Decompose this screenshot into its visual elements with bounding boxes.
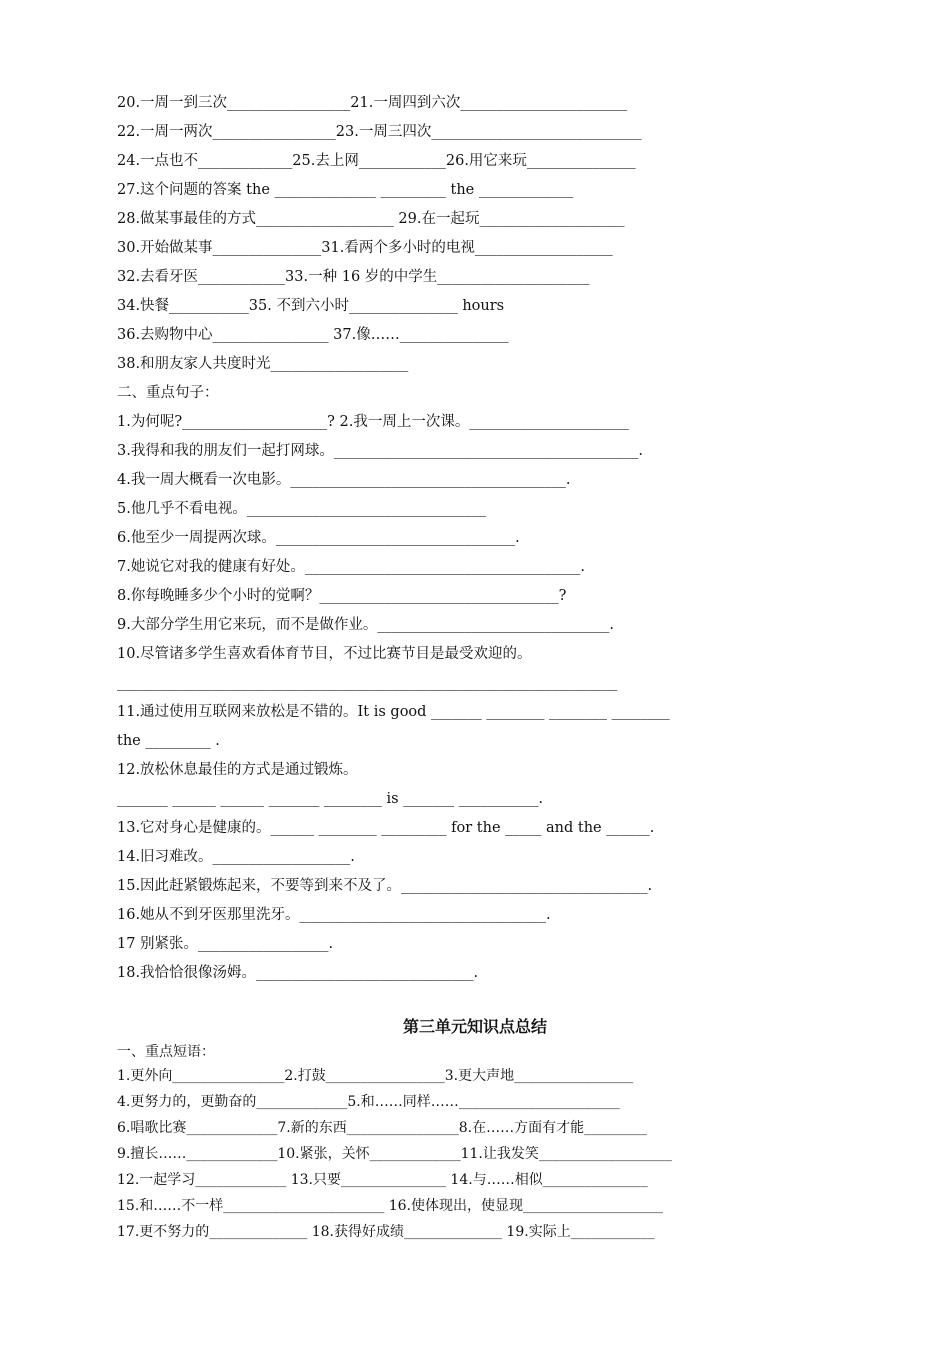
- phrase-line-22-23: 22.一周一两次_________________23.一周三四次_____________________________: [117, 124, 642, 140]
- phrase-line-27: 27.这个问题的答案 the ______________ _________ the _____________: [117, 182, 574, 198]
- sentence-line-3: 3.我得和我的朋友们一起打网球。__________________________________________.: [117, 443, 643, 459]
- sentence-line-18: 18.我恰恰很像汤姆。______________________________.: [117, 965, 479, 981]
- sentence-line-16: 16.她从不到牙医那里洗牙。__________________________________.: [117, 907, 551, 923]
- phrase-line-38: 38.和朋友家人共度时光___________________: [117, 356, 409, 372]
- phrase-line-30-31: 30.开始做某事_______________31.看两个多小时的电视___________________: [117, 240, 613, 256]
- sentence-line-10: 10.尽管诸多学生喜欢看体育节目，不过比赛节目是最受欢迎的。: [117, 646, 532, 662]
- sentence-line-15: 15.因此赶紧锻炼起来，不要等到来不及了。__________________________________.: [117, 878, 653, 894]
- unit3-phrase-line-4-5: 4.更努力的，更勤奋的_____________5.和……同样……_______________________: [117, 1094, 620, 1110]
- phrase-line-36-37: 36.去购物中心________________ 37.像……_______________: [117, 327, 509, 343]
- sentence-line-6: 6.他至少一周提两次球。_________________________________.: [117, 530, 520, 546]
- unit3-phrase-line-12-14: 12.一起学习_____________ 13.只要_______________ 14.与……相似_______________: [117, 1172, 648, 1188]
- sentence-line-12: 12.放松休息最佳的方式是通过锻炼。: [117, 762, 358, 778]
- phrase-line-24-26: 24.一点也不_____________25.去上网____________26.用它来玩_______________: [117, 153, 636, 169]
- unit3-title: 第三单元知识点总结: [402, 1017, 547, 1036]
- unit3-heading-phrases: 一、重点短语：: [117, 1044, 215, 1060]
- phrase-line-34-35: 34.快餐___________35. 不到六小时_______________ hours: [117, 298, 505, 314]
- phrase-line-28-29: 28.做某事最佳的方式___________________ 29.在一起玩____________________: [117, 211, 625, 227]
- sentence-line-11: 11.通过使用互联网来放松是不错的。It is good _______ ________ ________ ________: [117, 704, 670, 720]
- unit3-phrase-line-15-16: 15.和……不一样_______________________ 16.使体现出，使显现____________________: [117, 1198, 663, 1214]
- sentence-line-9: 9.大部分学生用它来玩，而不是做作业。________________________________.: [117, 617, 614, 633]
- phrase-line-20-21: 20.一周一到三次_________________21.一周四到六次_______________________: [117, 95, 628, 111]
- sentence-line-8: 8.你每晚睡多少个小时的觉啊？_________________________________?: [117, 588, 567, 604]
- sentence-line-4: 4.我一周大概看一次电影。______________________________________.: [117, 472, 571, 488]
- sentence-line-14: 14.旧习难改。___________________.: [117, 849, 355, 865]
- sentence-line-1-2: 1.为何呢?____________________? 2.我一周上一次课。______________________: [117, 414, 629, 430]
- sentence-line-5: 5.他几乎不看电视。_________________________________: [117, 501, 487, 517]
- sentence-line-11-cont: the _________ .: [117, 733, 220, 749]
- unit3-phrase-line-17-19: 17.更不努力的______________ 18.获得好成绩______________ 19.实际上____________: [117, 1224, 655, 1240]
- section-heading-sentences: 二、重点句子：: [117, 385, 219, 401]
- unit3-phrase-line-1-3: 1.更外向________________2.打鼓_________________3.更大声地_________________: [117, 1068, 634, 1084]
- phrase-line-32-33: 32.去看牙医____________33.一种 16 岁的中学生_____________________: [117, 269, 590, 285]
- sentence-line-10-blank: _____________________________________________________________________: [117, 675, 618, 691]
- unit3-phrase-line-9-11: 9.擅长……_____________10.紧张，关怀_____________11.让我发笑___________________: [117, 1146, 672, 1162]
- sentence-line-12-blank: _______ ______ ______ _______ ________ is _______ ___________.: [117, 791, 543, 807]
- unit3-phrase-line-6-8: 6.唱歌比赛_____________7.新的东西________________8.在……方面有才能_________: [117, 1120, 648, 1136]
- sentence-line-7: 7.她说它对我的健康有好处。______________________________________.: [117, 559, 585, 575]
- sentence-line-13: 13.它对身心是健康的。______ ________ _________ for the _____ and the ______.: [117, 820, 655, 836]
- sentence-line-17: 17 别紧张。__________________.: [117, 936, 334, 952]
